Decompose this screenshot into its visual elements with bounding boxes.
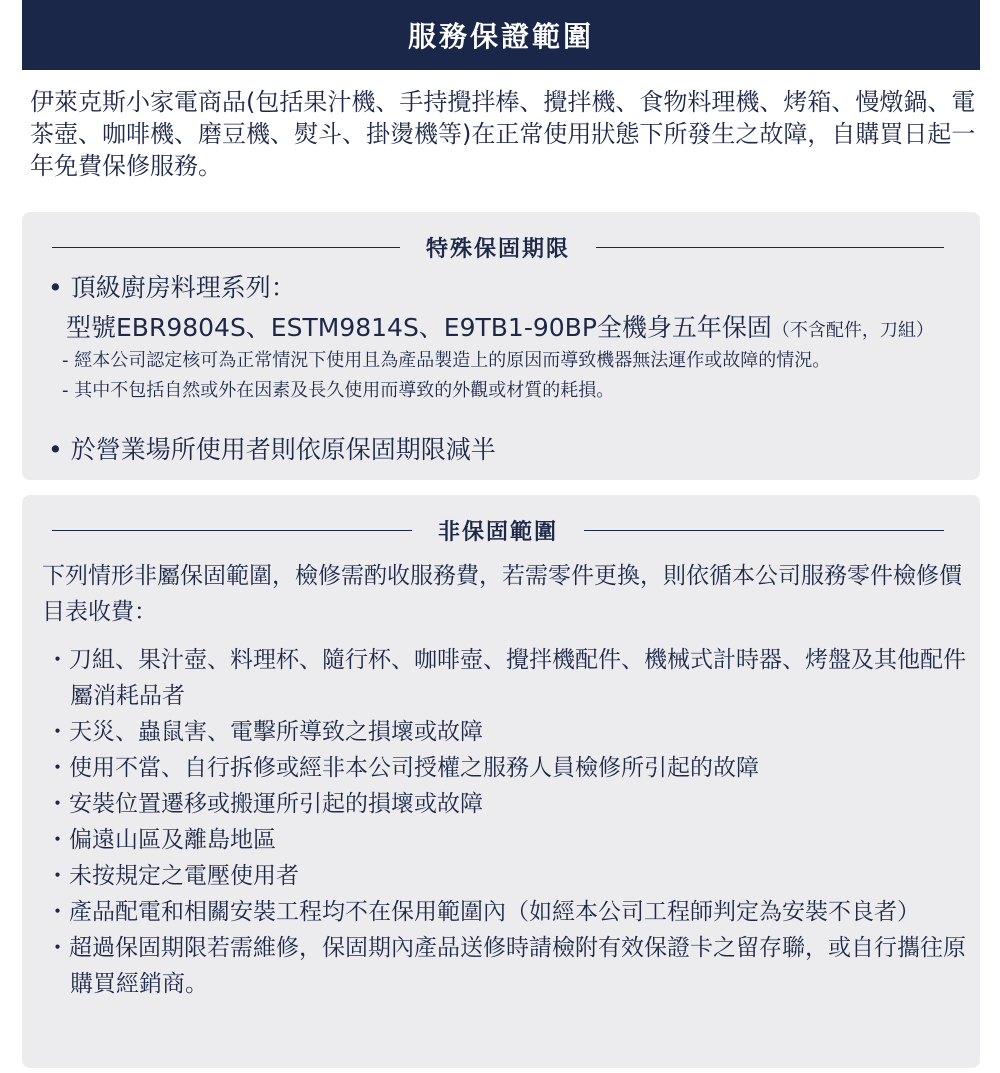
bullet-item: • 於營業場所使用者則依原保固期限減半	[48, 435, 496, 464]
special-warranty-section	[22, 212, 980, 480]
model-line	[66, 308, 934, 344]
exclusions-list	[42, 558, 972, 1002]
section-heading	[52, 232, 944, 263]
list-item: ・未按規定之電壓使用者	[46, 863, 299, 889]
sub-item: - 經本公司認定核可為正常情況下使用且為產品製造上的原因而導致機器無法運作或故障的情況。	[62, 350, 831, 371]
header-banner	[22, 0, 980, 70]
list-item: ・使用不當、自行拆修或經非本公司授權之服務人員檢修所引起的故障	[46, 755, 759, 781]
item-title: 頂級廚房料理系列：	[70, 273, 296, 302]
list-item: ・刀組、果汁壺、料理杯、隨行杯、咖啡壺、攪拌機配件、機械式計時器、烤盤及其他配件屬消耗品者	[46, 647, 966, 709]
models-text: 型號EBR9804S、ESTM9814S、E9TB1-90BP全機身五年保固	[66, 313, 772, 342]
exclusions-section	[22, 495, 980, 1068]
section-title: 特殊保固期限	[426, 237, 571, 262]
section-title: 非保固範圍	[438, 520, 559, 545]
page-title: 服務保證範圍	[407, 20, 594, 53]
note-text: （不含配件，刀組）	[771, 320, 934, 341]
section-heading	[52, 515, 944, 546]
sub-item: - 其中不包括自然或外在因素及長久使用而導致的外觀或材質的耗損。	[62, 380, 615, 401]
bullet-item: • 頂級廚房料理系列：	[48, 273, 296, 302]
list-item: ・產品配電和相關安裝工程均不在保用範圍內（如經本公司工程師判定為安裝不良者）	[46, 899, 920, 925]
list-item: ・天災、蟲鼠害、電擊所導致之損壞或故障	[46, 719, 483, 745]
intro-paragraph: 伊萊克斯小家電商品(包括果汁機、手持攪拌棒、攪拌機、食物料理機、烤箱、慢燉鍋、電茶壺、咖啡機、磨豆機、熨斗、掛燙機等)在正常使用狀態下所發生之故障，自購買日起一年免費保修服務。	[30, 88, 976, 180]
exclusions-intro: 下列情形非屬保固範圍，檢修需酌收服務費，若需零件更換，則依循本公司服務零件檢修價目表收費：	[42, 563, 962, 625]
item-text: 於營業場所使用者則依原保固期限減半	[70, 435, 496, 464]
list-item: ・偏遠山區及離島地區	[46, 827, 276, 853]
list-item: ・安裝位置遷移或搬運所引起的損壞或故障	[46, 791, 483, 817]
list-item: ・超過保固期限若需維修，保固期內產品送修時請檢附有效保證卡之留存聯，或自行攜往原購買經銷商。	[46, 935, 966, 997]
